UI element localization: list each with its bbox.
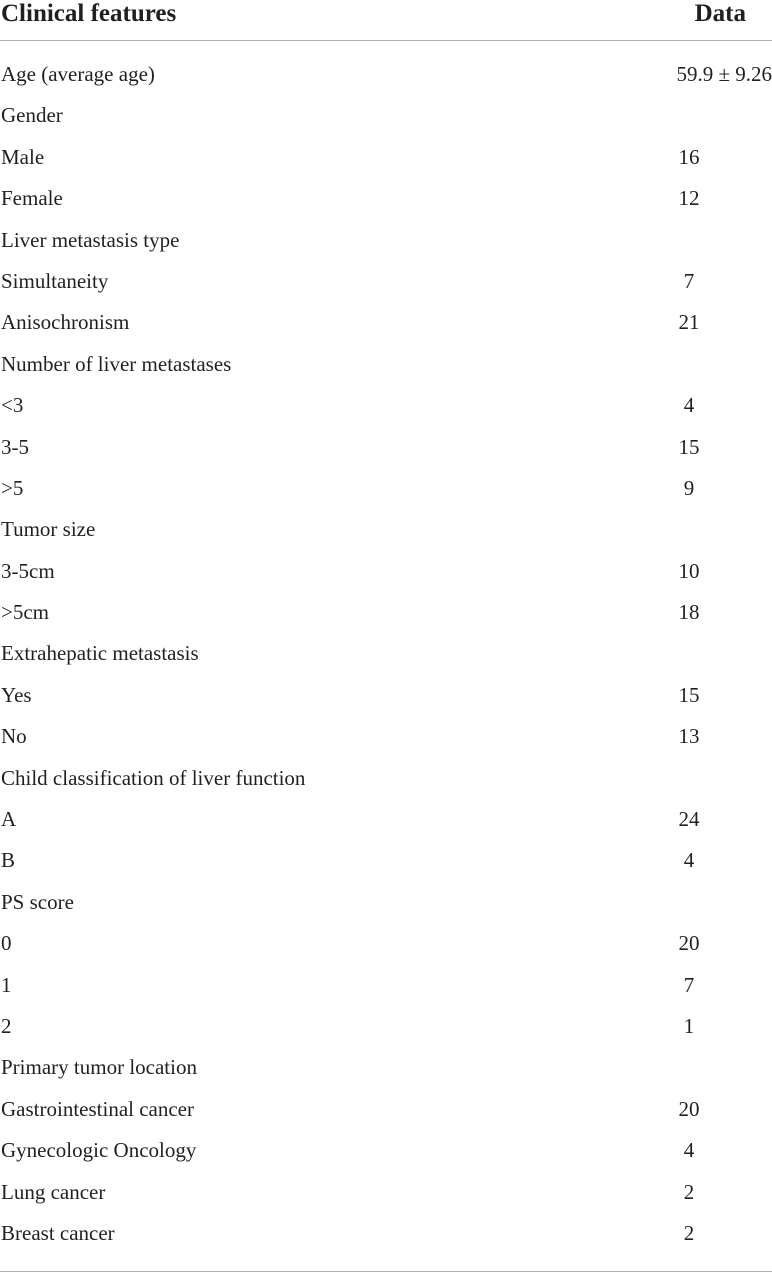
row-label: Child classification of liver function: [1, 765, 306, 790]
column-header-data: Data: [694, 0, 746, 27]
table-row: [0, 468, 772, 509]
row-label: Liver metastasis type: [1, 227, 180, 252]
table-header: [0, 0, 772, 41]
row-value: 2: [683, 1220, 695, 1245]
row-label: A: [1, 807, 17, 832]
row-value: 7: [683, 268, 695, 293]
row-value: 15: [678, 682, 700, 707]
row-label: 1: [1, 972, 12, 997]
table-row: [0, 178, 772, 219]
row-label: 0: [1, 931, 12, 956]
row-label: >5: [1, 475, 24, 500]
table-row: [0, 427, 772, 468]
row-label: Age (average age): [1, 62, 155, 86]
table-row: [0, 592, 772, 633]
row-label: Gastrointestinal cancer: [1, 1096, 194, 1121]
row-value: 4: [683, 1138, 695, 1163]
row-value: 1: [683, 1013, 695, 1038]
row-label: Lung cancer: [1, 1179, 106, 1204]
table-row: [0, 675, 772, 716]
row-value: 20: [678, 1096, 700, 1121]
row-value: 4: [683, 848, 695, 873]
table-row: [0, 633, 772, 674]
row-value: 16: [678, 144, 700, 169]
table-bottom-rule: [0, 1271, 772, 1272]
table-row: [0, 95, 772, 136]
row-value: 4: [683, 393, 695, 418]
table-row: [0, 509, 772, 550]
row-label: PS score: [1, 889, 74, 914]
row-value: 18: [678, 600, 700, 625]
table-body: [0, 41, 772, 1254]
table-row: [0, 1089, 772, 1130]
table-row: [0, 344, 772, 385]
row-value: 24: [678, 807, 700, 832]
row-value: 2: [683, 1179, 695, 1204]
row-value: 9: [683, 475, 695, 500]
row-value: 15: [678, 434, 700, 459]
table-row: [0, 1213, 772, 1254]
table-row: [0, 261, 772, 302]
row-label: Tumor size: [1, 517, 96, 542]
table-row: [0, 220, 772, 261]
row-label: Breast cancer: [1, 1220, 115, 1245]
row-label: Extrahepatic metastasis: [1, 641, 199, 666]
row-label: Yes: [1, 682, 32, 707]
row-value: 10: [678, 558, 700, 583]
table-row: [0, 799, 772, 840]
row-label: >5cm: [1, 600, 49, 625]
row-label: Primary tumor location: [1, 1055, 197, 1080]
table-row: [0, 1130, 772, 1171]
table-row: [0, 551, 772, 592]
row-label: 3-5cm: [1, 558, 55, 583]
table-row: [0, 1172, 772, 1213]
table-row: [0, 758, 772, 799]
table-row: [0, 385, 772, 426]
table-row: [0, 882, 772, 923]
table-row: [0, 137, 772, 178]
row-label: Anisochronism: [1, 310, 130, 335]
row-label: Female: [1, 186, 63, 211]
row-value: 12: [678, 186, 700, 211]
row-label: Gynecologic Oncology: [1, 1138, 197, 1163]
row-label: 2: [1, 1013, 12, 1038]
table-row: [0, 840, 772, 881]
row-value: 13: [678, 724, 700, 749]
table-row: [0, 716, 772, 757]
table-row: [0, 1006, 772, 1047]
table-row: [0, 1047, 772, 1088]
row-label: B: [1, 848, 16, 873]
row-value: 59.9 ± 9.26: [676, 62, 772, 86]
row-label: Simultaneity: [1, 268, 109, 293]
row-value: 21: [678, 310, 700, 335]
row-value: 7: [683, 972, 695, 997]
row-label: Number of liver metastases: [1, 351, 232, 376]
table-row: [0, 54, 772, 95]
row-label: <3: [1, 393, 24, 418]
row-label: No: [1, 724, 27, 749]
column-header-clinical-features: Clinical features: [1, 0, 177, 27]
row-label: Male: [1, 144, 45, 169]
row-label: Gender: [1, 103, 63, 128]
table-row: [0, 923, 772, 964]
row-value: 20: [678, 931, 700, 956]
table-row: [0, 965, 772, 1006]
row-label: 3-5: [1, 434, 29, 459]
table-row: [0, 302, 772, 343]
